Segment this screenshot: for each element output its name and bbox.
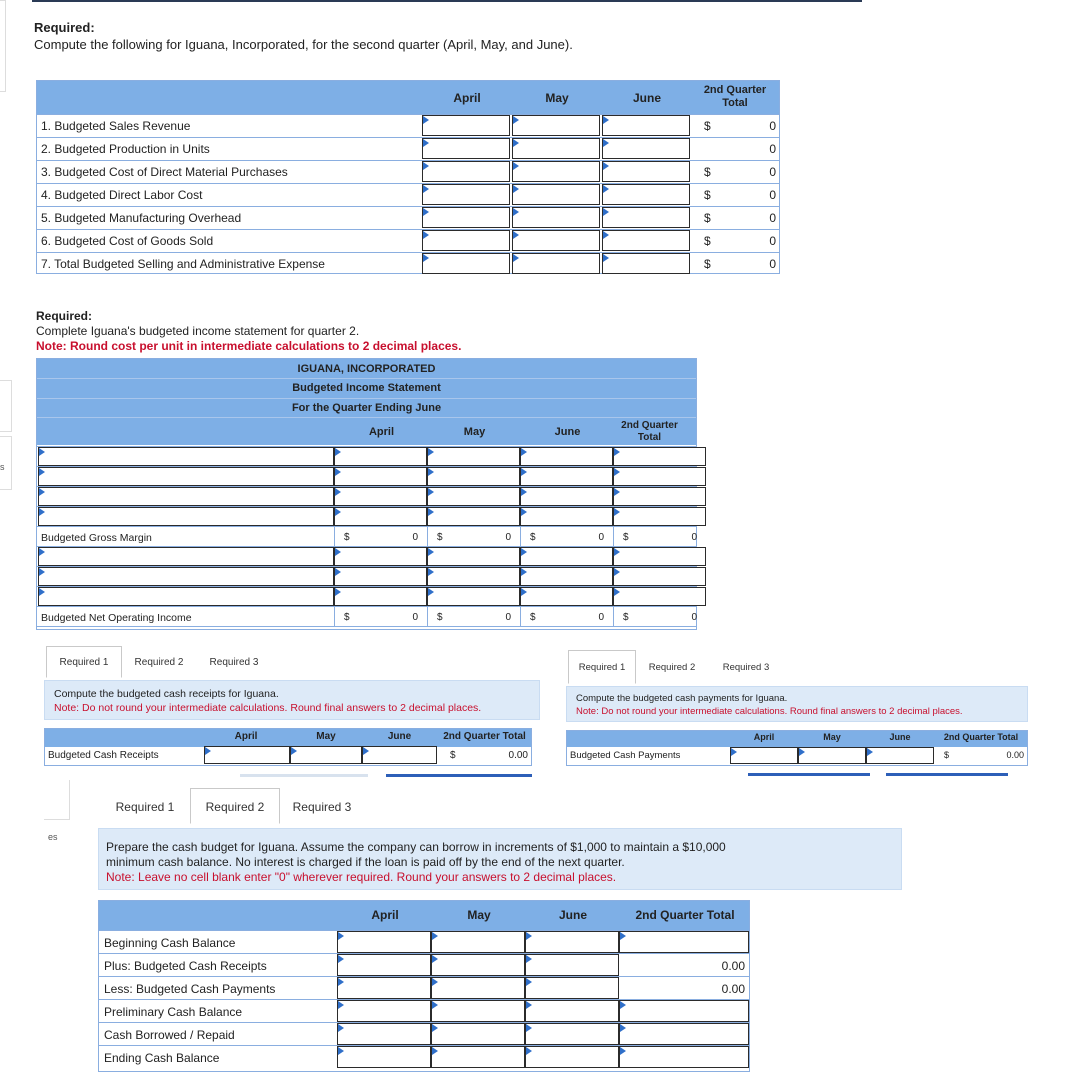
left-edge-box xyxy=(0,0,6,92)
payments-note: Note: Do not round your intermediate calculations. Round final answers to 2 decimal places. xyxy=(576,706,963,717)
row-2-june-input[interactable] xyxy=(602,138,690,159)
instruction-2: Complete Iguana's budgeted income statement for quarter 2. xyxy=(36,324,360,338)
tab-required-1[interactable]: Required 1 xyxy=(568,650,636,684)
receipts-june-input[interactable] xyxy=(362,746,437,764)
is-row-1-label-input[interactable] xyxy=(38,447,334,466)
row-currency: $ xyxy=(704,211,711,225)
row-total: 0 xyxy=(769,257,776,271)
payments-total: 0.00 xyxy=(1006,750,1024,760)
is-currency: $ xyxy=(623,612,629,623)
left-edge-box-4 xyxy=(44,780,70,820)
cb-row-3-col-3-input[interactable] xyxy=(525,977,619,999)
cb-row-total: 0.00 xyxy=(721,982,745,996)
is-value: 0 xyxy=(412,532,418,543)
is-row-7-label-input[interactable] xyxy=(38,567,334,586)
receipts-may-input[interactable] xyxy=(290,746,362,764)
is-row-8-col-2-input[interactable] xyxy=(427,587,520,606)
row-label: 2. Budgeted Production in Units xyxy=(41,142,210,156)
row-4-april-input[interactable] xyxy=(422,184,510,205)
row-total: 0 xyxy=(769,211,776,225)
is-row-4-col-4-input[interactable] xyxy=(613,507,706,526)
row-label: 7. Total Budgeted Selling and Administrative Expense xyxy=(41,257,325,271)
is-row-3-col-2-input[interactable] xyxy=(427,487,520,506)
left-edge-box-3 xyxy=(0,436,12,490)
required-heading-2: Required: xyxy=(36,309,93,323)
is-value: 0 xyxy=(412,612,418,623)
bottom-tab-required-3[interactable]: Required 3 xyxy=(292,800,352,814)
receipts-note: Note: Do not round your intermediate calculations. Round final answers to 2 decimal places. xyxy=(54,702,482,714)
bottom-tab-required-1[interactable]: Required 1 xyxy=(115,800,175,814)
row-7-may-input[interactable] xyxy=(512,253,600,274)
receipts-row-label: Budgeted Cash Receipts xyxy=(48,750,159,761)
payments-currency: $ xyxy=(944,750,950,760)
is-col-april: April xyxy=(368,426,395,438)
is-row-3-col-3-input[interactable] xyxy=(520,487,613,506)
row-currency: $ xyxy=(704,188,711,202)
tab-required-1[interactable]: Required 1 xyxy=(46,646,122,678)
is-row-2-col-1-input[interactable] xyxy=(334,467,427,486)
left-edge-box-2 xyxy=(0,380,12,432)
row-total: 0 xyxy=(769,119,776,133)
row-currency: $ xyxy=(704,119,711,133)
row-4-june-input[interactable] xyxy=(602,184,690,205)
cb-row-1-col-3-input[interactable] xyxy=(525,931,619,953)
row-5-june-input[interactable] xyxy=(602,207,690,228)
side-fragment-es: es xyxy=(48,832,58,842)
bottom-tab-required-2[interactable]: Required 2 xyxy=(190,788,280,824)
payments-col-june: June xyxy=(889,732,911,742)
is-value: 0 xyxy=(691,532,697,543)
is-row-2-col-4-input[interactable] xyxy=(613,467,706,486)
tab-required-2[interactable]: Required 2 xyxy=(648,662,696,673)
payments-next-button[interactable] xyxy=(886,773,1008,776)
row-1-may-input[interactable] xyxy=(512,115,600,136)
cb-row-label: Plus: Budgeted Cash Receipts xyxy=(104,959,267,973)
is-col-june: June xyxy=(554,426,581,438)
tab-required-3[interactable]: Required 3 xyxy=(209,657,259,668)
payments-may-input[interactable] xyxy=(798,747,866,764)
row-2-april-input[interactable] xyxy=(422,138,510,159)
cell-divider xyxy=(334,606,335,626)
payments-row-label: Budgeted Cash Payments xyxy=(570,750,681,761)
is-row-7-col-1-input[interactable] xyxy=(334,567,427,586)
row-1-april-input[interactable] xyxy=(422,115,510,136)
is-row-1-col-1-input[interactable] xyxy=(334,447,427,466)
is-row-3-col-4-input[interactable] xyxy=(613,487,706,506)
row-7-june-input[interactable] xyxy=(602,253,690,274)
is-row-4-col-3-input[interactable] xyxy=(520,507,613,526)
is-value: 0 xyxy=(598,612,604,623)
company-name: IGUANA, INCORPORATED xyxy=(297,363,436,375)
cb-row-6-col-2-input[interactable] xyxy=(431,1046,525,1068)
row-total: 0 xyxy=(769,165,776,179)
is-row-4-col-1-input[interactable] xyxy=(334,507,427,526)
is-row-8-label-input[interactable] xyxy=(38,587,334,606)
payments-col-total: 2nd Quarter Total xyxy=(943,732,1019,742)
is-col-may: May xyxy=(463,426,486,438)
is-row-divider xyxy=(37,626,696,627)
cb-col-june: June xyxy=(558,908,587,922)
is-row-6-col-1-input[interactable] xyxy=(334,547,427,566)
is-row-6-col-3-input[interactable] xyxy=(520,547,613,566)
cell-divider xyxy=(334,526,335,546)
row-currency: $ xyxy=(704,165,711,179)
is-currency: $ xyxy=(344,532,350,543)
cash-budget-instruction-2: minimum cash balance. No interest is charged if the loan is paid off by the end of the next quarter. xyxy=(106,855,625,869)
payments-prev-button[interactable] xyxy=(748,773,870,776)
is-col-total-2: Total xyxy=(637,432,662,443)
is-row-7-col-4-input[interactable] xyxy=(613,567,706,586)
cell-divider xyxy=(427,606,428,626)
cb-row-6-col-4-input[interactable] xyxy=(619,1046,749,1068)
cb-row-6-col-1-input[interactable] xyxy=(337,1046,431,1068)
cb-row-label: Ending Cash Balance xyxy=(104,1051,220,1065)
col-header-total-1: 2nd Quarter xyxy=(703,84,767,96)
receipts-total: 0.00 xyxy=(508,750,528,761)
required-heading-1: Required: xyxy=(34,20,95,35)
is-row-8-col-1-input[interactable] xyxy=(334,587,427,606)
cb-col-total: 2nd Quarter Total xyxy=(635,908,735,922)
is-currency: $ xyxy=(437,532,443,543)
is-value: 0 xyxy=(691,612,697,623)
is-value: 0 xyxy=(505,612,511,623)
row-3-may-input[interactable] xyxy=(512,161,600,182)
row-total: 0 xyxy=(769,234,776,248)
row-total: 0 xyxy=(769,142,776,156)
cell-divider xyxy=(427,526,428,546)
note-2: Note: Round cost per unit in intermediate calculations to 2 decimal places. xyxy=(36,339,462,353)
is-row-6-col-2-input[interactable] xyxy=(427,547,520,566)
is-row-divider xyxy=(37,606,696,607)
cb-row-label: Cash Borrowed / Repaid xyxy=(104,1028,235,1042)
is-row-1-col-3-input[interactable] xyxy=(520,447,613,466)
cash-budget-instruction-1: Prepare the cash budget for Iguana. Assume the company can borrow in increments of $1,000 to maintain a $10,000 xyxy=(106,840,726,854)
cb-row-3-col-2-input[interactable] xyxy=(431,977,525,999)
cb-row-5-col-4-input[interactable] xyxy=(619,1023,749,1045)
cb-row-5-col-1-input[interactable] xyxy=(337,1023,431,1045)
cb-row-label: Beginning Cash Balance xyxy=(104,936,236,950)
cb-row-label: Less: Budgeted Cash Payments xyxy=(104,982,276,996)
cb-row-4-col-2-input[interactable] xyxy=(431,1000,525,1022)
cb-row-label: Preliminary Cash Balance xyxy=(104,1005,243,1019)
cb-row-5-col-2-input[interactable] xyxy=(431,1023,525,1045)
cb-row-4-col-3-input[interactable] xyxy=(525,1000,619,1022)
is-row-4-label-input[interactable] xyxy=(38,507,334,526)
is-row-1-col-2-input[interactable] xyxy=(427,447,520,466)
side-fragment-s: s xyxy=(0,462,5,472)
receipts-instruction-box xyxy=(44,680,540,720)
row-6-june-input[interactable] xyxy=(602,230,690,251)
row-5-may-input[interactable] xyxy=(512,207,600,228)
row-6-april-input[interactable] xyxy=(422,230,510,251)
col-header-april: April xyxy=(453,91,481,105)
row-total: 0 xyxy=(769,188,776,202)
statement-name: Budgeted Income Statement xyxy=(292,382,441,394)
row-7-april-input[interactable] xyxy=(422,253,510,274)
payments-instruction: Compute the budgeted cash payments for Iguana. xyxy=(576,693,788,704)
row-1-june-input[interactable] xyxy=(602,115,690,136)
receipts-col-april: April xyxy=(234,731,258,742)
is-row-6-label-input[interactable] xyxy=(38,547,334,566)
cell-divider xyxy=(520,526,521,546)
is-currency: $ xyxy=(344,612,350,623)
is-row-2-label-input[interactable] xyxy=(38,467,334,486)
is-row-3-col-1-input[interactable] xyxy=(334,487,427,506)
cb-row-4-col-4-input[interactable] xyxy=(619,1000,749,1022)
payments-april-input[interactable] xyxy=(730,747,798,764)
is-row-6-col-4-input[interactable] xyxy=(613,547,706,566)
cb-col-may: May xyxy=(467,908,491,922)
row-label: 3. Budgeted Cost of Direct Material Purchases xyxy=(41,165,288,179)
cb-row-1-col-2-input[interactable] xyxy=(431,931,525,953)
cb-row-3-col-1-input[interactable] xyxy=(337,977,431,999)
row-5-april-input[interactable] xyxy=(422,207,510,228)
is-row-1-col-4-input[interactable] xyxy=(613,447,706,466)
row-3-june-input[interactable] xyxy=(602,161,690,182)
receipts-april-input[interactable] xyxy=(204,746,290,764)
is-row-2-col-3-input[interactable] xyxy=(520,467,613,486)
is-row-7-col-2-input[interactable] xyxy=(427,567,520,586)
receipts-col-total: 2nd Quarter Total xyxy=(443,731,526,742)
row-label: 4. Budgeted Direct Labor Cost xyxy=(41,188,203,202)
cb-row-2-col-2-input[interactable] xyxy=(431,954,525,976)
is-value: 0 xyxy=(598,532,604,543)
payments-june-input[interactable] xyxy=(866,747,934,764)
is-col-total-1: 2nd Quarter xyxy=(621,420,678,431)
statement-period: For the Quarter Ending June xyxy=(291,402,442,414)
cb-row-2-col-3-input[interactable] xyxy=(525,954,619,976)
gross-margin-label: Budgeted Gross Margin xyxy=(41,532,152,544)
cb-row-1-col-1-input[interactable] xyxy=(337,931,431,953)
is-row-7-col-3-input[interactable] xyxy=(520,567,613,586)
row-2-may-input[interactable] xyxy=(512,138,600,159)
cell-divider xyxy=(613,606,614,626)
receipts-next-button[interactable] xyxy=(386,774,532,777)
top-rule xyxy=(32,0,862,2)
row-label: 5. Budgeted Manufacturing Overhead xyxy=(41,211,242,225)
col-header-june: June xyxy=(632,91,661,105)
receipts-instruction: Compute the budgeted cash receipts for Iguana. xyxy=(54,688,279,700)
tab-required-3[interactable]: Required 3 xyxy=(722,662,770,673)
is-currency: $ xyxy=(437,612,443,623)
cb-row-2-col-1-input[interactable] xyxy=(337,954,431,976)
cb-col-april: April xyxy=(371,908,399,922)
row-4-may-input[interactable] xyxy=(512,184,600,205)
col-header-may: May xyxy=(545,91,569,105)
is-currency: $ xyxy=(530,532,536,543)
is-row-4-col-2-input[interactable] xyxy=(427,507,520,526)
receipts-prev-button[interactable] xyxy=(240,774,368,777)
cell-divider xyxy=(520,606,521,626)
row-label: 1. Budgeted Sales Revenue xyxy=(41,119,191,133)
receipts-col-june: June xyxy=(387,731,412,742)
row-6-may-input[interactable] xyxy=(512,230,600,251)
cb-row-total: 0.00 xyxy=(721,959,745,973)
col-header-total-2: Total xyxy=(722,97,748,109)
cb-row-6-col-3-input[interactable] xyxy=(525,1046,619,1068)
is-currency: $ xyxy=(623,532,629,543)
is-row-8-col-4-input[interactable] xyxy=(613,587,706,606)
cb-row-1-col-4-input[interactable] xyxy=(619,931,749,953)
is-row-divider xyxy=(37,526,696,527)
row-3-april-input[interactable] xyxy=(422,161,510,182)
net-income-label: Budgeted Net Operating Income xyxy=(41,612,192,624)
is-currency: $ xyxy=(530,612,536,623)
is-row-8-col-3-input[interactable] xyxy=(520,587,613,606)
cb-row-4-col-1-input[interactable] xyxy=(337,1000,431,1022)
tab-required-2[interactable]: Required 2 xyxy=(134,657,184,668)
receipts-col-may: May xyxy=(316,731,336,742)
is-row-3-label-input[interactable] xyxy=(38,487,334,506)
row-currency: $ xyxy=(704,234,711,248)
cash-budget-note: Note: Leave no cell blank enter "0" wherever required. Round your answers to 2 decimal places. xyxy=(106,870,617,884)
is-value: 0 xyxy=(505,532,511,543)
cb-row-5-col-3-input[interactable] xyxy=(525,1023,619,1045)
row-currency: $ xyxy=(704,257,711,271)
instruction-1: Compute the following for Iguana, Incorporated, for the second quarter (April, May, and June). xyxy=(34,37,573,52)
row-label: 6. Budgeted Cost of Goods Sold xyxy=(41,234,214,248)
payments-col-may: May xyxy=(823,732,841,742)
is-row-2-col-2-input[interactable] xyxy=(427,467,520,486)
receipts-currency: $ xyxy=(450,750,456,761)
cell-divider xyxy=(613,526,614,546)
payments-col-april: April xyxy=(753,732,775,742)
